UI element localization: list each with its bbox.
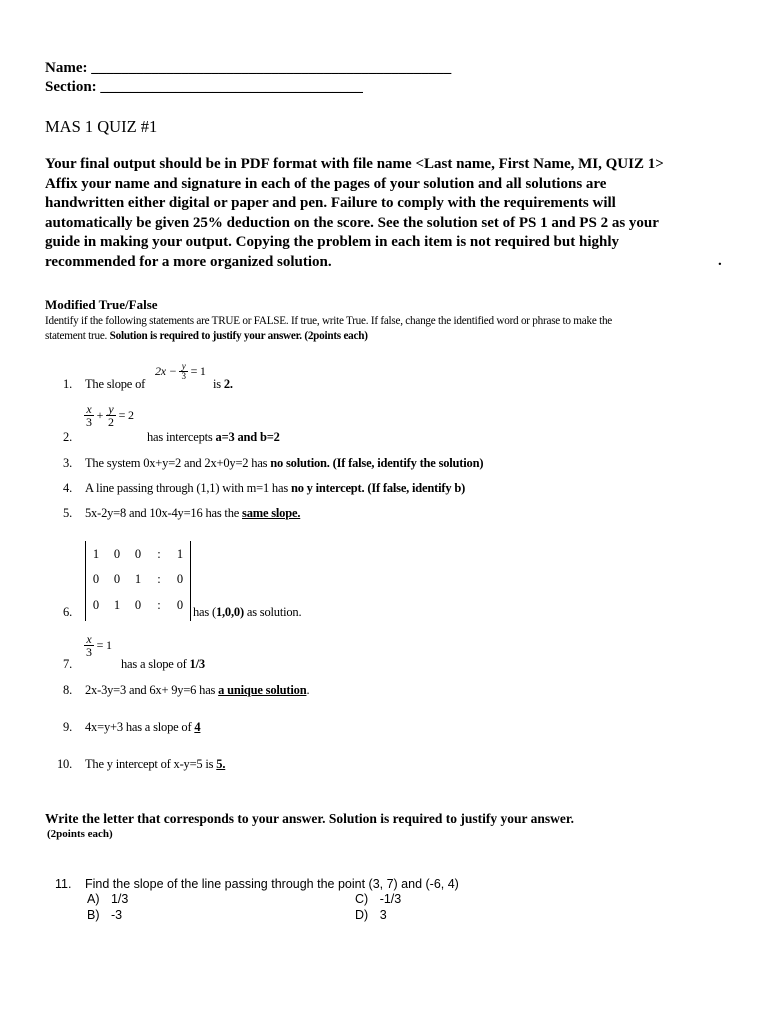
fraction: [84, 633, 94, 658]
item-text: The slope of: [85, 377, 146, 391]
item-text: .: [306, 683, 310, 697]
item-1-equation: [155, 362, 206, 381]
item-9: [85, 720, 200, 735]
item-number: 9.: [63, 720, 72, 734]
item-6: [193, 605, 301, 620]
matrix-cell: 1: [176, 547, 184, 561]
directions-line-2-bold: Solution is required to justify your answer. (2points each): [109, 330, 368, 342]
fraction-numerator: y: [106, 403, 116, 416]
item-number: 8.: [63, 683, 72, 697]
item-number: 5.: [63, 506, 72, 520]
name-row: [45, 60, 451, 77]
directions-line-1: Identify if the following statements are TRUE or FALSE. If true, write True. If false, change the identified word or phrase to make the: [45, 315, 612, 327]
choice-letter: B): [87, 908, 100, 922]
instruction-line: automatically be given 25% deduction on the score. See the solution set of PS 1 and PS 2 as your: [45, 214, 659, 231]
item-text: as solution.: [243, 605, 302, 619]
matrix-cell: 0: [134, 598, 142, 612]
directions-line-2-plain: statement true.: [45, 330, 110, 342]
name-line: ________________________________________________: [91, 60, 452, 76]
item-text: has intercepts: [147, 430, 216, 444]
choice-letter: C): [355, 892, 369, 906]
matrix-cell: :: [157, 598, 161, 612]
item-text: A line passing through (1,1) with m=1 has: [85, 481, 291, 495]
instruction-line: Your final output should be in PDF format with file name <Last name, First Name, MI, QUIZ 1>: [45, 156, 664, 172]
matrix-cell: 0: [134, 547, 142, 561]
item-text: 4x=y+3 has a slope of: [85, 720, 195, 734]
item-bold: no y intercept. (If false, identify b): [290, 481, 466, 495]
item-bold: 5.: [216, 757, 226, 771]
choice-value: 1/3: [110, 892, 129, 906]
item-3: [85, 456, 483, 471]
section-heading-multiple-choice: Write the letter that corresponds to your answer. Solution is required to justify your answer.: [45, 811, 575, 826]
item-number: 1.: [63, 377, 72, 391]
plus-sign: +: [96, 408, 104, 422]
matrix-cell: :: [157, 572, 161, 586]
item-4: [85, 481, 465, 496]
item-text: is: [213, 377, 224, 391]
choice-a: [87, 892, 128, 906]
item-8: [85, 683, 309, 698]
item-10: [85, 757, 225, 772]
augmented-matrix: [85, 541, 191, 621]
equation-right: = 1: [96, 638, 112, 652]
matrix-cell: 0: [92, 572, 100, 586]
item-text: has (: [193, 605, 216, 619]
item-bold: 2.: [223, 377, 233, 391]
item-bold: same slope.: [242, 506, 301, 520]
section-label: Section:: [45, 79, 97, 95]
quiz-title: MAS 1 QUIZ #1: [45, 117, 158, 136]
choice-value: -3: [110, 908, 123, 922]
fraction-denominator: 2: [108, 415, 114, 429]
item-text: 5x-2y=8 and 10x-4y=16 has the: [85, 506, 243, 520]
choice-value: -1/3: [379, 892, 402, 906]
choice-b: [87, 908, 122, 922]
choice-value: 3: [379, 908, 387, 922]
item-number: 3.: [63, 456, 72, 470]
item-bold: 4: [194, 720, 201, 734]
directions-line-2: [45, 330, 368, 342]
item-text: has a slope of: [121, 657, 190, 671]
question-11-text: Find the slope of the line passing through the point (3, 7) and (-6, 4): [85, 877, 459, 891]
name-label: Name:: [45, 60, 88, 76]
item-number: 7.: [63, 657, 72, 671]
item-bold: no solution. (If false, identify the solution): [270, 456, 484, 470]
section-row: [45, 79, 363, 96]
fraction: [106, 403, 116, 428]
item-bold: 1,0,0): [215, 605, 244, 619]
points-note: (2points each): [47, 828, 113, 840]
fraction: [84, 403, 94, 428]
item-2-equation: [84, 403, 134, 428]
item-number: 6.: [63, 605, 72, 619]
item-7-equation: [84, 633, 112, 658]
item-bold: 1/3: [189, 657, 205, 671]
equation-right: = 2: [118, 408, 134, 422]
matrix-cell: 0: [176, 598, 184, 612]
item-number: 2.: [63, 430, 72, 444]
item-number: 4.: [63, 481, 72, 495]
item-bold: a unique solution: [218, 683, 307, 697]
question-11-number: 11.: [55, 877, 72, 891]
item-text: The y intercept of x-y=5 is: [85, 757, 217, 771]
fraction-numerator: x: [84, 403, 94, 416]
choice-letter: A): [87, 892, 100, 906]
fraction-denominator: 3: [181, 371, 186, 381]
item-text: 2x-3y=3 and 6x+ 9y=6 has: [85, 683, 219, 697]
section-line: ___________________________________: [100, 79, 363, 95]
section-heading-true-false: Modified True/False: [45, 297, 158, 312]
instruction-line: recommended for a more organized solution.: [45, 253, 332, 270]
matrix-cell: 0: [113, 547, 121, 561]
instruction-trailing-dot: .: [718, 253, 722, 269]
item-text: The system 0x+y=2 and 2x+0y=2 has: [85, 456, 271, 470]
item-number: 10.: [56, 757, 72, 771]
item-1-tail: [213, 377, 233, 392]
instruction-line: Affix your name and signature in each of the pages of your solution and all solutions are: [45, 175, 607, 192]
matrix-cell: 1: [134, 572, 142, 586]
instruction-line: handwritten either digital or paper and pen. Failure to comply with the requirements will: [45, 195, 616, 212]
fraction-numerator: x: [84, 633, 94, 646]
instruction-line: guide in making your output. Copying the problem in each item is not required but highly: [45, 234, 619, 251]
item-bold: a=3 and b=2: [215, 430, 280, 444]
choice-letter: D): [355, 908, 369, 922]
matrix-cell: 1: [92, 547, 100, 561]
instructions-block: [45, 155, 735, 273]
fraction: [179, 362, 187, 381]
matrix-cell: 0: [176, 572, 184, 586]
matrix-cell: :: [157, 547, 161, 561]
fraction-denominator: 3: [86, 645, 92, 659]
item-2: [147, 430, 280, 445]
equation-right: = 1: [190, 364, 206, 378]
equation-left: 2x −: [155, 364, 177, 378]
fraction-denominator: 3: [86, 415, 92, 429]
item-5: [85, 506, 300, 521]
fraction-numerator: y: [179, 362, 187, 372]
choice-d: [355, 908, 387, 922]
matrix-cell: 0: [92, 598, 100, 612]
choice-c: [355, 892, 401, 906]
matrix-cell: 1: [113, 598, 121, 612]
matrix-cell: 0: [113, 572, 121, 586]
item-7: [121, 657, 205, 672]
item-1: [85, 377, 145, 392]
